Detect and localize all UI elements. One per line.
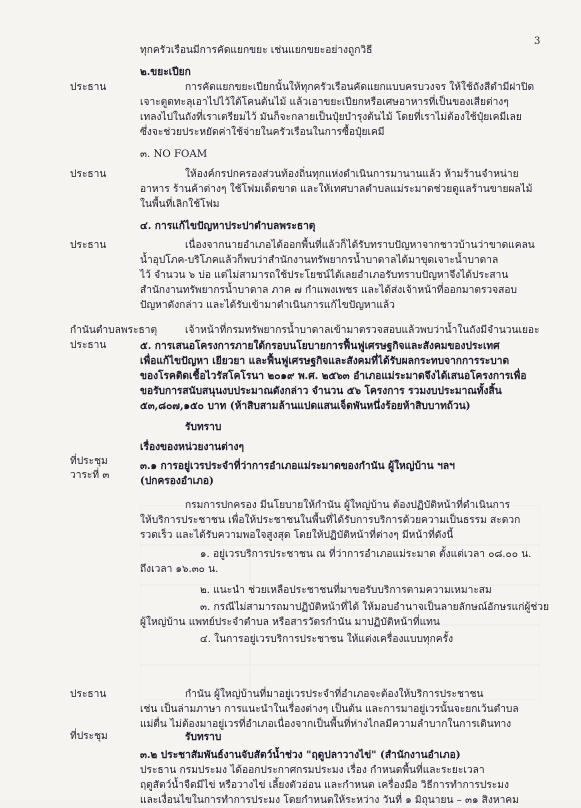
body-line: ทุกครัวเรือนมีการคัดแยกขยะ เช่นแยกขยะอย่างถูกวิธี — [140, 45, 373, 56]
duty-item: ๔. ในการอยู่เวรบริการประชาชน ให้แต่งเครื่องแบบทุกครั้ง — [200, 634, 454, 645]
body-line: ซึ่งจะช่วยประหยัดค่าใช้จ่ายในครัวเรือนในการซื้อปุ๋ยเคมี — [140, 127, 385, 138]
duty-item: ๓. กรณีไม่สามารถมาปฏิบัติหน้าที่ได้ ให้มอบอำนาจเป็นลายลักษณ์อักษรแก่ผู้ช่วย — [200, 602, 549, 613]
speaker-label: ที่ประชุม — [70, 731, 108, 742]
body-line-bold: ของโรคติดเชื้อไวรัสโคโรนา ๒๐๑๙ พ.ศ. ๒๕๖๓ อำเภอแม่ระมาดจึงได้เสนอโครงการเพื่อ — [140, 370, 527, 382]
agenda-label: วาระที่ ๓ — [70, 470, 110, 481]
body-line: รวดเร็ว และได้รับความพอใจสูงสุด โดยให้ปฏิบัติหน้าที่ต่างๆ มีหน้าที่ดังนี้ — [140, 530, 454, 541]
body-line: อาหาร ร้านค้าต่างๆ ใช้โฟมเด็ดขาด และให้เทศบาลตำบลแม่ระมาดช่วยดูแลร้านขายผลไม้ — [140, 184, 533, 195]
acknowledged-text: รับทราบ — [185, 421, 222, 433]
body-line: เทลงไปในถังที่เราเตรียมไว้ มันก็จะกลายเป็นปุ๋ยบำรุงต้นไม้ โดยที่เราไม่ต้องใช้ปุ๋ยเคมีเลย — [140, 112, 522, 123]
body-line: กรมการปกครอง มีนโยบายให้กำนัน ผู้ใหญ่บ้าน ต้องปฏิบัติหน้าที่ดำเนินการ — [185, 500, 511, 511]
body-line: ผู้ใหญ่บ้าน แพทย์ประจำตำบล หรือสารวัตรกำนัน มาปฏิบัติหน้าที่แทน — [140, 617, 440, 628]
speaker-label: ประธาน — [70, 82, 107, 93]
speaker-label: กำนันตำบลพระธาตุ — [70, 325, 158, 336]
body-line: ถึงเวลา ๑๖.๓๐ น. — [140, 564, 219, 575]
body-line: เช่น เป็นล่ามภาษา การแนะนำในเรื่องต่างๆ เป็นต้น และการมาอยู่เวรนั้นจะยกเว้นตำบล — [140, 704, 519, 715]
section-heading: ๓.๒ ประชาสัมพันธ์งานจับสัตว์น้ำช่วง "ฤดูปลาวางไข่" (สำนักงานอำเภอ) — [140, 749, 461, 761]
section-heading: ๓.๑ การอยู่เวรประจำที่ว่าการอำเภอแม่ระมาดของกำนัน ผู้ใหญ่บ้าน ฯลฯ — [140, 460, 455, 472]
body-line: กำนัน ผู้ใหญ่บ้านที่มาอยู่เวรประจำที่อำเภอจะต้องให้บริการประชาชน — [185, 689, 484, 700]
agenda-title: เรื่องของหน่วยงานต่างๆ — [140, 441, 244, 453]
body-line-bold: เพื่อแก้ไขปัญหา เยียวยา และฟื้นฟูเศรษฐกิจและสังคมที่ได้รับผลกระทบจากการระบาด — [140, 355, 510, 367]
speaker-label: ประธาน — [70, 689, 107, 700]
body-line: และเงื่อนไขในการทำการประมง โดยกำหนดให้ระหว่าง วันที่ ๑ มิถุนายน – ๓๑ สิงหาคม — [140, 795, 519, 806]
body-line: ปัญหาดังกล่าว และได้รับเข้ามาดำเนินการแก้ไขปัญหาแล้ว — [140, 300, 395, 311]
body-line: ไว้ จำนวน ๖ บ่อ แต่ไม่สามารถใช้ประโยชน์ได้เลยอำเภอรับทราบปัญหาจึงได้ประสาน — [140, 270, 509, 281]
body-line: เจ้าหน้าที่กรมทรัพยากรน้ำบาดาลเข้ามาตรวจสอบแล้วพบว่าน้ำในถังมีจำนวนเยอะ — [185, 325, 540, 336]
section-heading: ๒.ขยะเปียก — [140, 66, 191, 78]
page-number: 3 — [534, 36, 541, 47]
speaker-label: ที่ประชุม — [70, 456, 108, 467]
body-line-bold: ๕๓,๘๐๗,๑๕๐ บาท (ห้าสิบสามล้านแปดแสนเจ็ดพันหนึ่งร้อยห้าสิบบาทถ้วน) — [140, 400, 471, 412]
duty-item: ๒. แนะนำ ช่วยเหลือประชาชนที่มาขอรับบริการตามความเหมาะสม — [200, 585, 492, 596]
body-line: ฤดูสัตว์น้ำจืดมีไข่ หรือวางไข่ เลี้ยงตัวอ่อน และกำหนด เครื่องมือ วิธีการทำการประมง — [140, 780, 509, 791]
body-line: ให้บริการประชาชน เพื่อให้ประชาชนในพื้นที่ได้รับการบริการด้วยความเป็นธรรม สะดวก — [140, 515, 521, 526]
body-line: น้ำอุปโภค-บริโภคแล้วก็พบว่าสำนักงานทรัพยากรน้ำบาดาลได้มาขุดเจาะน้ำบาดาล — [140, 255, 499, 266]
speaker-label: ประธาน — [70, 340, 107, 351]
section-heading: ๔. การแก้ไขปัญหาประปาตำบลพระธาตุ — [140, 220, 316, 232]
body-line: เจาะตูดทะลุเอาไปไว้ใต้โคนต้นไม้ แล้วเอาขยะเปียกหรือเศษอาหารที่เป็นของเสียต่างๆ — [140, 97, 509, 108]
body-line-bold: ขอรับการสนับสนุนงบประมาณดังกล่าว จำนวน ๕๖ โครงการ รวมงบประมาณทั้งสิ้น — [140, 385, 502, 397]
body-line: แม่ตื่น ไม่ต้องมาอยู่เวรที่อำเภอเนื่องจากเป็นพื้นที่ห่างไกลมีความลำบากในการเดินทาง — [140, 719, 512, 730]
body-line: สำนักงานทรัพยากรน้ำบาดาล ภาค ๗ กำแพงเพชร และได้ส่งเจ้าหน้าที่ออกมาตรวจสอบ — [140, 285, 517, 296]
acknowledged-text: รับทราบ — [185, 731, 222, 743]
body-line: การคัดแยกขยะเปียกนั้นให้ทุกครัวเรือนคัดแยกแบบครบวงจร ให้ใช้ถังสีดำมีฝาปิด — [185, 82, 535, 93]
speaker-label: ประธาน — [70, 240, 107, 251]
speaker-label: ประธาน — [70, 169, 107, 180]
section-heading: (ปกครองอำเภอ) — [140, 475, 214, 487]
body-line: ประธาน กรมประมง ได้ออกประกาศกรมประมง เรื่อง กำหนดพื้นที่และระยะเวลา — [140, 765, 485, 776]
duty-item: ๑. อยู่เวรบริการประชาชน ณ ที่ว่าการอำเภอแม่ระมาด ตั้งแต่เวลา ๐๘.๐๐ น. — [200, 549, 532, 560]
section-heading: ๕. การเสนอโครงการภายใต้กรอบนโยบายการฟื้นฟูเศรษฐกิจและสังคมของประเทศ — [140, 340, 500, 352]
body-line: ในพื้นที่เลิกใช้โฟม — [140, 199, 220, 210]
section-heading: ๓. NO FOAM — [140, 149, 208, 160]
body-line: ให้องค์กรปกครองส่วนท้องถิ่นทุกแห่งดำเนินการมานานแล้ว ห้ามร้านจำหน่าย — [185, 169, 519, 180]
body-line: เนื่องจากนายอำเภอได้ออกพื้นที่แล้วก็ได้รับทราบปัญหาจากชาวบ้านว่าขาดแคลน — [185, 240, 535, 251]
